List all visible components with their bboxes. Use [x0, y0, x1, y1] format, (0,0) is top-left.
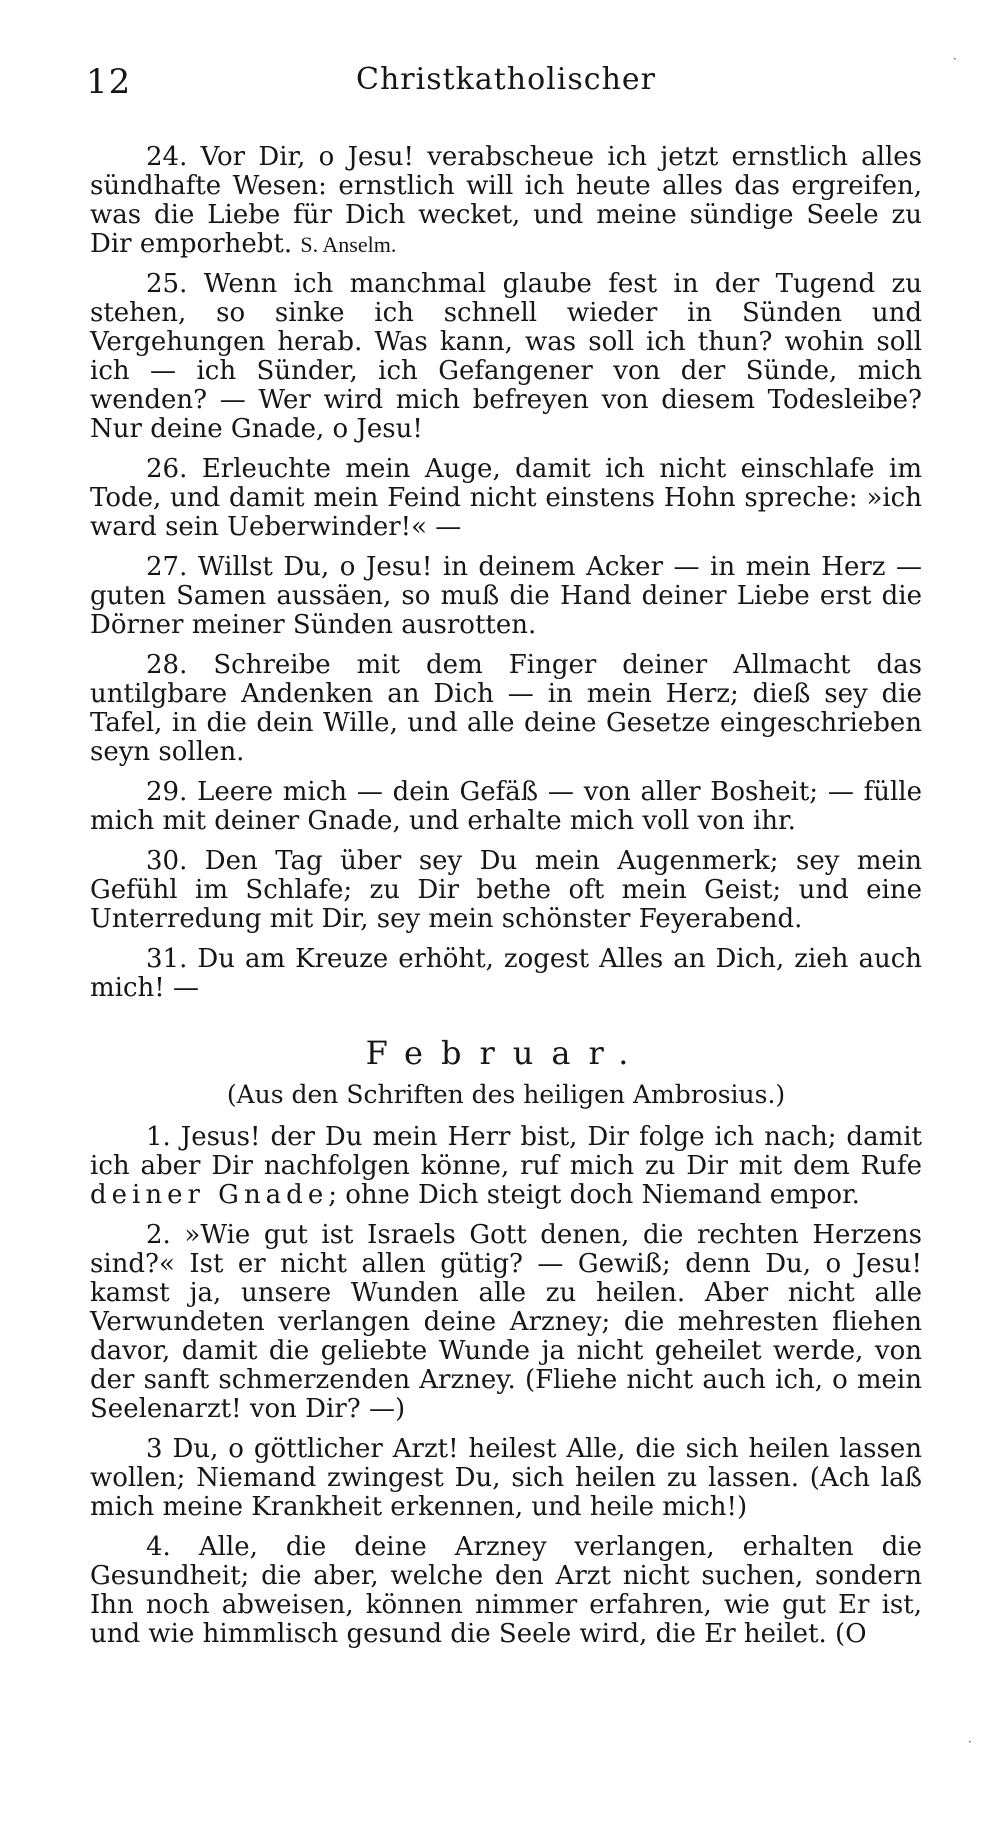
entry-january-31: 31. Du am Kreuze erhöht, zogest Alles an Dich, zieh auch mich! —: [90, 944, 922, 1003]
entry-text-spaced: deiner Gnade: [90, 1180, 329, 1210]
entry-january-29: 29. Leere mich — dein Gefäß — von aller Bosheit; — fülle mich mit deiner Gnade, und erhalte mich voll von ihr.: [90, 777, 922, 836]
paper-speck: ·: [968, 1735, 972, 1749]
entry-january-27: 27. Willst Du, o Jesu! in deinem Acker — in mein Herz — guten Samen aussäen, so muß die Hand deiner Liebe erst die Dörner meiner Sünden ausrotten.: [90, 552, 922, 640]
section-subheading: (Aus den Schriften des heiligen Ambrosius.): [226, 1080, 786, 1109]
page-header: [86, 62, 926, 106]
entry-attribution: S. Anselm.: [300, 232, 397, 257]
entry-text: 24. Vor Dir, o Jesu! verabscheue ich jetzt ernstlich alles sündhafte Wesen: ernstlich will ich heute alles das ergreifen, was die Liebe für Dich wecket, und meine sündige Seele zu Dir emporhebt.: [90, 142, 922, 259]
entry-january-26: 26. Erleuchte mein Auge, damit ich nicht einschlafe im Tode, und damit mein Feind nicht einstens Hohn spreche: »ich ward sein Ueberwinder!« —: [90, 454, 922, 542]
entry-text-after: ; ohne Dich steigt doch Niemand empor.: [328, 1180, 860, 1210]
entry-february-2: 2. »Wie gut ist Israels Gott denen, die rechten Herzens sind?« Ist er nicht allen gütig? — Gewiß; denn Du, o Jesu! kamst ja, unsere Wunden alle zu heilen. Aber nicht alle Verwundeten verlangen deine Arzney; die mehresten fliehen davor, damit die geliebte Wunde ja nicht geheilet werde, von der sanft schmerzenden Arzney. (Fliehe nicht auch ich, o mein Seelenarzt! von Dir? —): [90, 1220, 922, 1424]
entry-january-28: 28. Schreibe mit dem Finger deiner Allmacht das untilgbare Andenken an Dich — in mein Herz; dieß sey die Tafel, in die dein Wille, und alle deine Gesetze eingeschrieben seyn sollen.: [90, 650, 922, 767]
page-number: 12: [86, 62, 132, 102]
entry-january-24: [90, 143, 922, 259]
section-heading: Februar.: [365, 1034, 647, 1072]
body-text: [90, 143, 922, 1660]
entry-january-25: 25. Wenn ich manchmal glaube fest in der Tugend zu stehen, so sinke ich schnell wieder in Sünden und Vergehungen herab. Was kann, was soll ich thun? wohin soll ich — ich Sünder, ich Gefangener von der Sünde, mich wenden? — Wer wird mich befreyen von diesem Todesleibe? Nur deine Gnade, o Jesu!: [90, 269, 922, 444]
entry-january-30: 30. Den Tag über sey Du mein Augenmerk; sey mein Gefühl im Schlafe; zu Dir bethe oft mein Geist; und eine Unterredung mit Dir, sey mein schönster Feyerabend.: [90, 846, 922, 934]
entry-february-1: [90, 1123, 922, 1210]
entry-text-before: 1. Jesus! der Du mein Herr bist, Dir folge ich nach; damit ich aber Dir nachfolgen könne, ruf mich zu Dir mit dem Rufe: [90, 1122, 922, 1181]
entry-february-3: 3 Du, o göttlicher Arzt! heilest Alle, die sich heilen lassen wollen; Niemand zwingest Du, sich heilen zu lassen. (Ach laß mich meine Krankheit erkennen, und heile mich!): [90, 1434, 922, 1522]
entry-february-4: 4. Alle, die deine Arzney verlangen, erhalten die Gesundheit; die aber, welche den Arzt nicht suchen, sondern Ihn noch abweisen, können nimmer erfahren, wie gut Er ist, und wie himmlisch gesund die Seele wird, die Er heilet. (O: [90, 1532, 922, 1649]
paper-speck: ·: [953, 52, 957, 66]
running-title: Christkatholischer: [356, 62, 656, 97]
